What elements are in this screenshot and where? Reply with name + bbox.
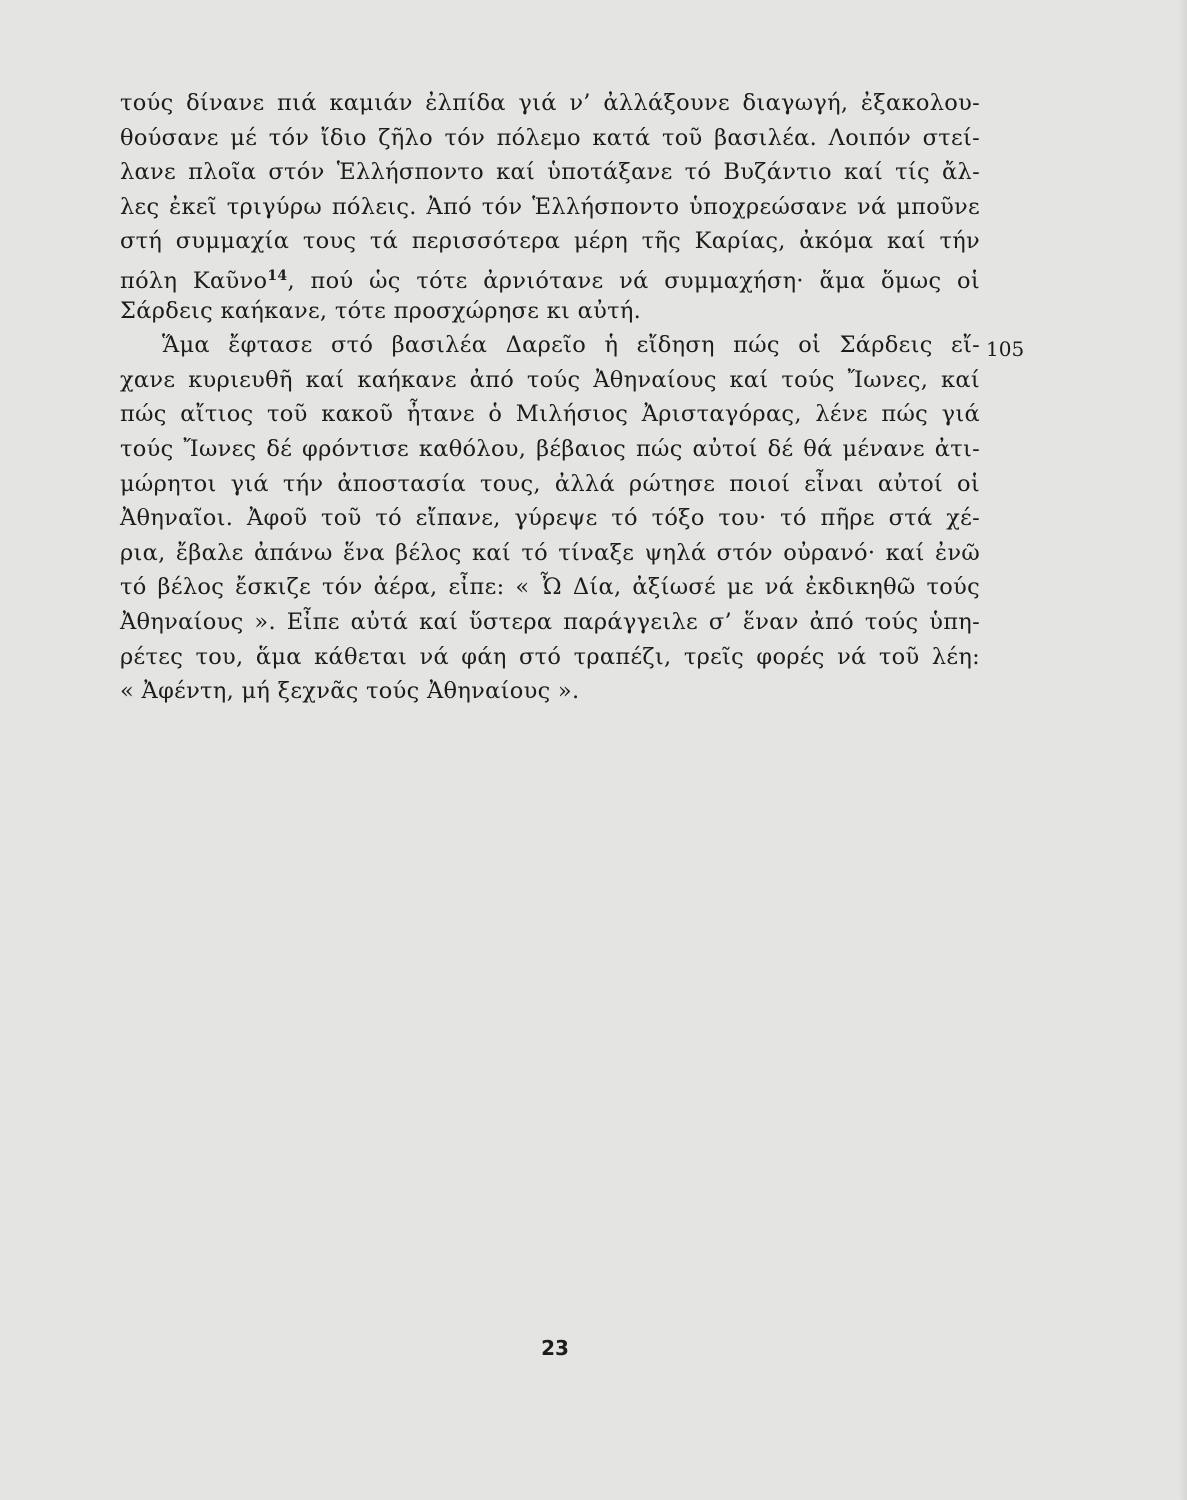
- text-line: τούς δίνανε πιά καμιάν ἐλπίδα γιά ν’ ἀλλάξουνε διαγωγή, ἐξακολου-: [120, 90, 980, 116]
- text-line: χανε κυριευθῆ καί καήκανε ἀπό τούς Ἀθηναίους καί τούς Ἴωνες, καί: [120, 366, 980, 393]
- text-line: Σάρδεις καήκανε, τότε προσχώρησε κι αὐτή.: [120, 297, 642, 324]
- text-line: « Ἀφέντη, μή ξεχνᾶς τούς Ἀθηναίους ».: [120, 678, 580, 705]
- text-line: τό βέλος ἔσκιζε τόν ἀέρα, εἶπε: « Ὦ Δία, ἀξίωσέ με νά ἐκδικηθῶ τούς: [120, 574, 980, 601]
- text-line-with-footnote: [120, 259, 980, 294]
- footnote-reference: 14: [267, 267, 288, 284]
- text-line: τούς Ἴωνες δέ φρόντισε καθόλου, βέβαιος πώς αὐτοί δέ θά μένανε ἀτι-: [120, 435, 980, 462]
- text-line: Ἀθηναῖοι. Ἀφοῦ τοῦ τό εἴπανε, γύρεψε τό τόξο του· τό πῆρε στά χέ-: [120, 505, 980, 532]
- text-line: ρια, ἔβαλε ἀπάνω ἕνα βέλος καί τό τίναξε ψηλά στόν οὐρανό· καί ἐνῶ: [120, 539, 980, 566]
- body-text: [120, 86, 980, 709]
- text-line: θούσανε μέ τόν ἴδιο ζῆλο τόν πόλεμο κατά τοῦ βασιλέα. Λοιπόν στεί-: [120, 124, 980, 151]
- text-line: Ἀθηναίους ». Εἶπε αὐτά καί ὕστερα παράγγειλε σ’ ἕναν ἀπό τούς ὑπη-: [120, 608, 980, 635]
- paragraph-1: [120, 86, 980, 328]
- text-line: λανε πλοῖα στόν Ἑλλήσποντο καί ὑποτάξανε τό Βυζάντιο καί τίς ἄλ-: [120, 159, 980, 186]
- margin-section-number: 105: [986, 337, 1025, 361]
- text-line: Ἅμα ἔφτασε στό βασιλέα Δαρεῖο ἡ εἴδηση πώς οἱ Σάρδεις εἴ-: [162, 332, 980, 359]
- text-line: λες ἐκεῖ τριγύρω πόλεις. Ἀπό τόν Ἑλλήσποντο ὑποχρεώσανε νά μποῦνε: [120, 193, 980, 220]
- page-number: 23: [541, 1336, 569, 1360]
- text-segment: , πού ὡς τότε ἀρνιότανε νά συμμαχήση· ἅμα ὅμως οἱ: [287, 267, 980, 294]
- text-segment: πόλη Καῦνο: [120, 267, 268, 294]
- text-line: στή συμμαχία τους τά περισσότερα μέρη τῆς Καρίας, ἀκόμα καί τήν: [120, 228, 980, 255]
- text-line: μώρητοι γιά τήν ἀποστασία τους, ἀλλά ρώτησε ποιοί εἶναι αὐτοί οἱ: [120, 470, 980, 497]
- page-edge: [1179, 0, 1187, 1500]
- text-line: ρέτες του, ἅμα κάθεται νά φάη στό τραπέζι, τρεῖς φορές νά τοῦ λέη:: [120, 643, 980, 670]
- text-line: πώς αἴτιος τοῦ κακοῦ ἦτανε ὁ Μιλήσιος Ἀρισταγόρας, λένε πώς γιά: [120, 401, 980, 428]
- paragraph-2: [120, 328, 980, 709]
